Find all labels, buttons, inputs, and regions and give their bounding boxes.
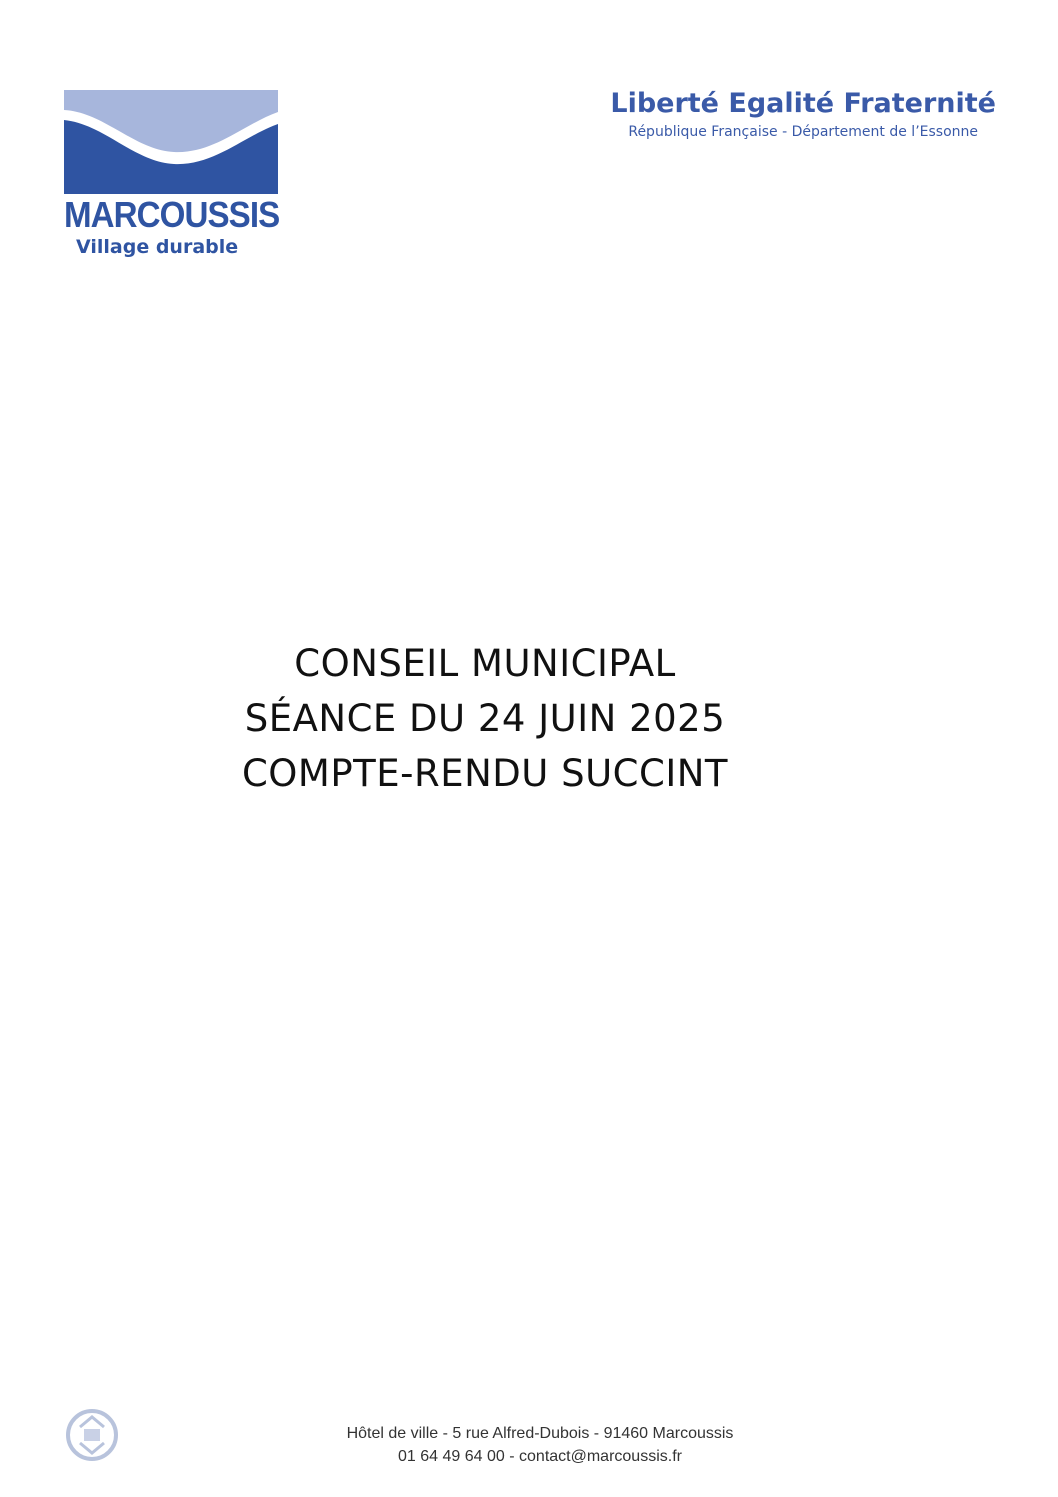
papier-recycle-icon xyxy=(64,1407,120,1463)
wave-logo-icon xyxy=(64,90,278,194)
title-line-3: COMPTE-RENDU SUCCINT xyxy=(241,752,729,795)
logo-name: MARCOUSSIS xyxy=(64,194,280,235)
footer-address-line: Hôtel de ville - 5 rue Alfred-Dubois - 91460 Marcoussis xyxy=(346,1425,734,1442)
logo-tagline: Village durable xyxy=(76,236,239,258)
footer-contact-line: 01 64 49 64 00 - contact@marcoussis.fr xyxy=(398,1448,682,1465)
motto: Liberté Egalité Fraternité xyxy=(610,88,996,119)
marcoussis-logo xyxy=(64,90,278,265)
title-line-2: SÉANCE DU 24 JUIN 2025 xyxy=(244,697,726,740)
republic-motto-block xyxy=(610,88,996,140)
document-title xyxy=(170,636,800,801)
footer-address xyxy=(240,1422,840,1468)
title-line-1: CONSEIL MUNICIPAL xyxy=(294,642,676,685)
motto-subtitle: République Française - Département de l’Essonne xyxy=(628,124,979,141)
